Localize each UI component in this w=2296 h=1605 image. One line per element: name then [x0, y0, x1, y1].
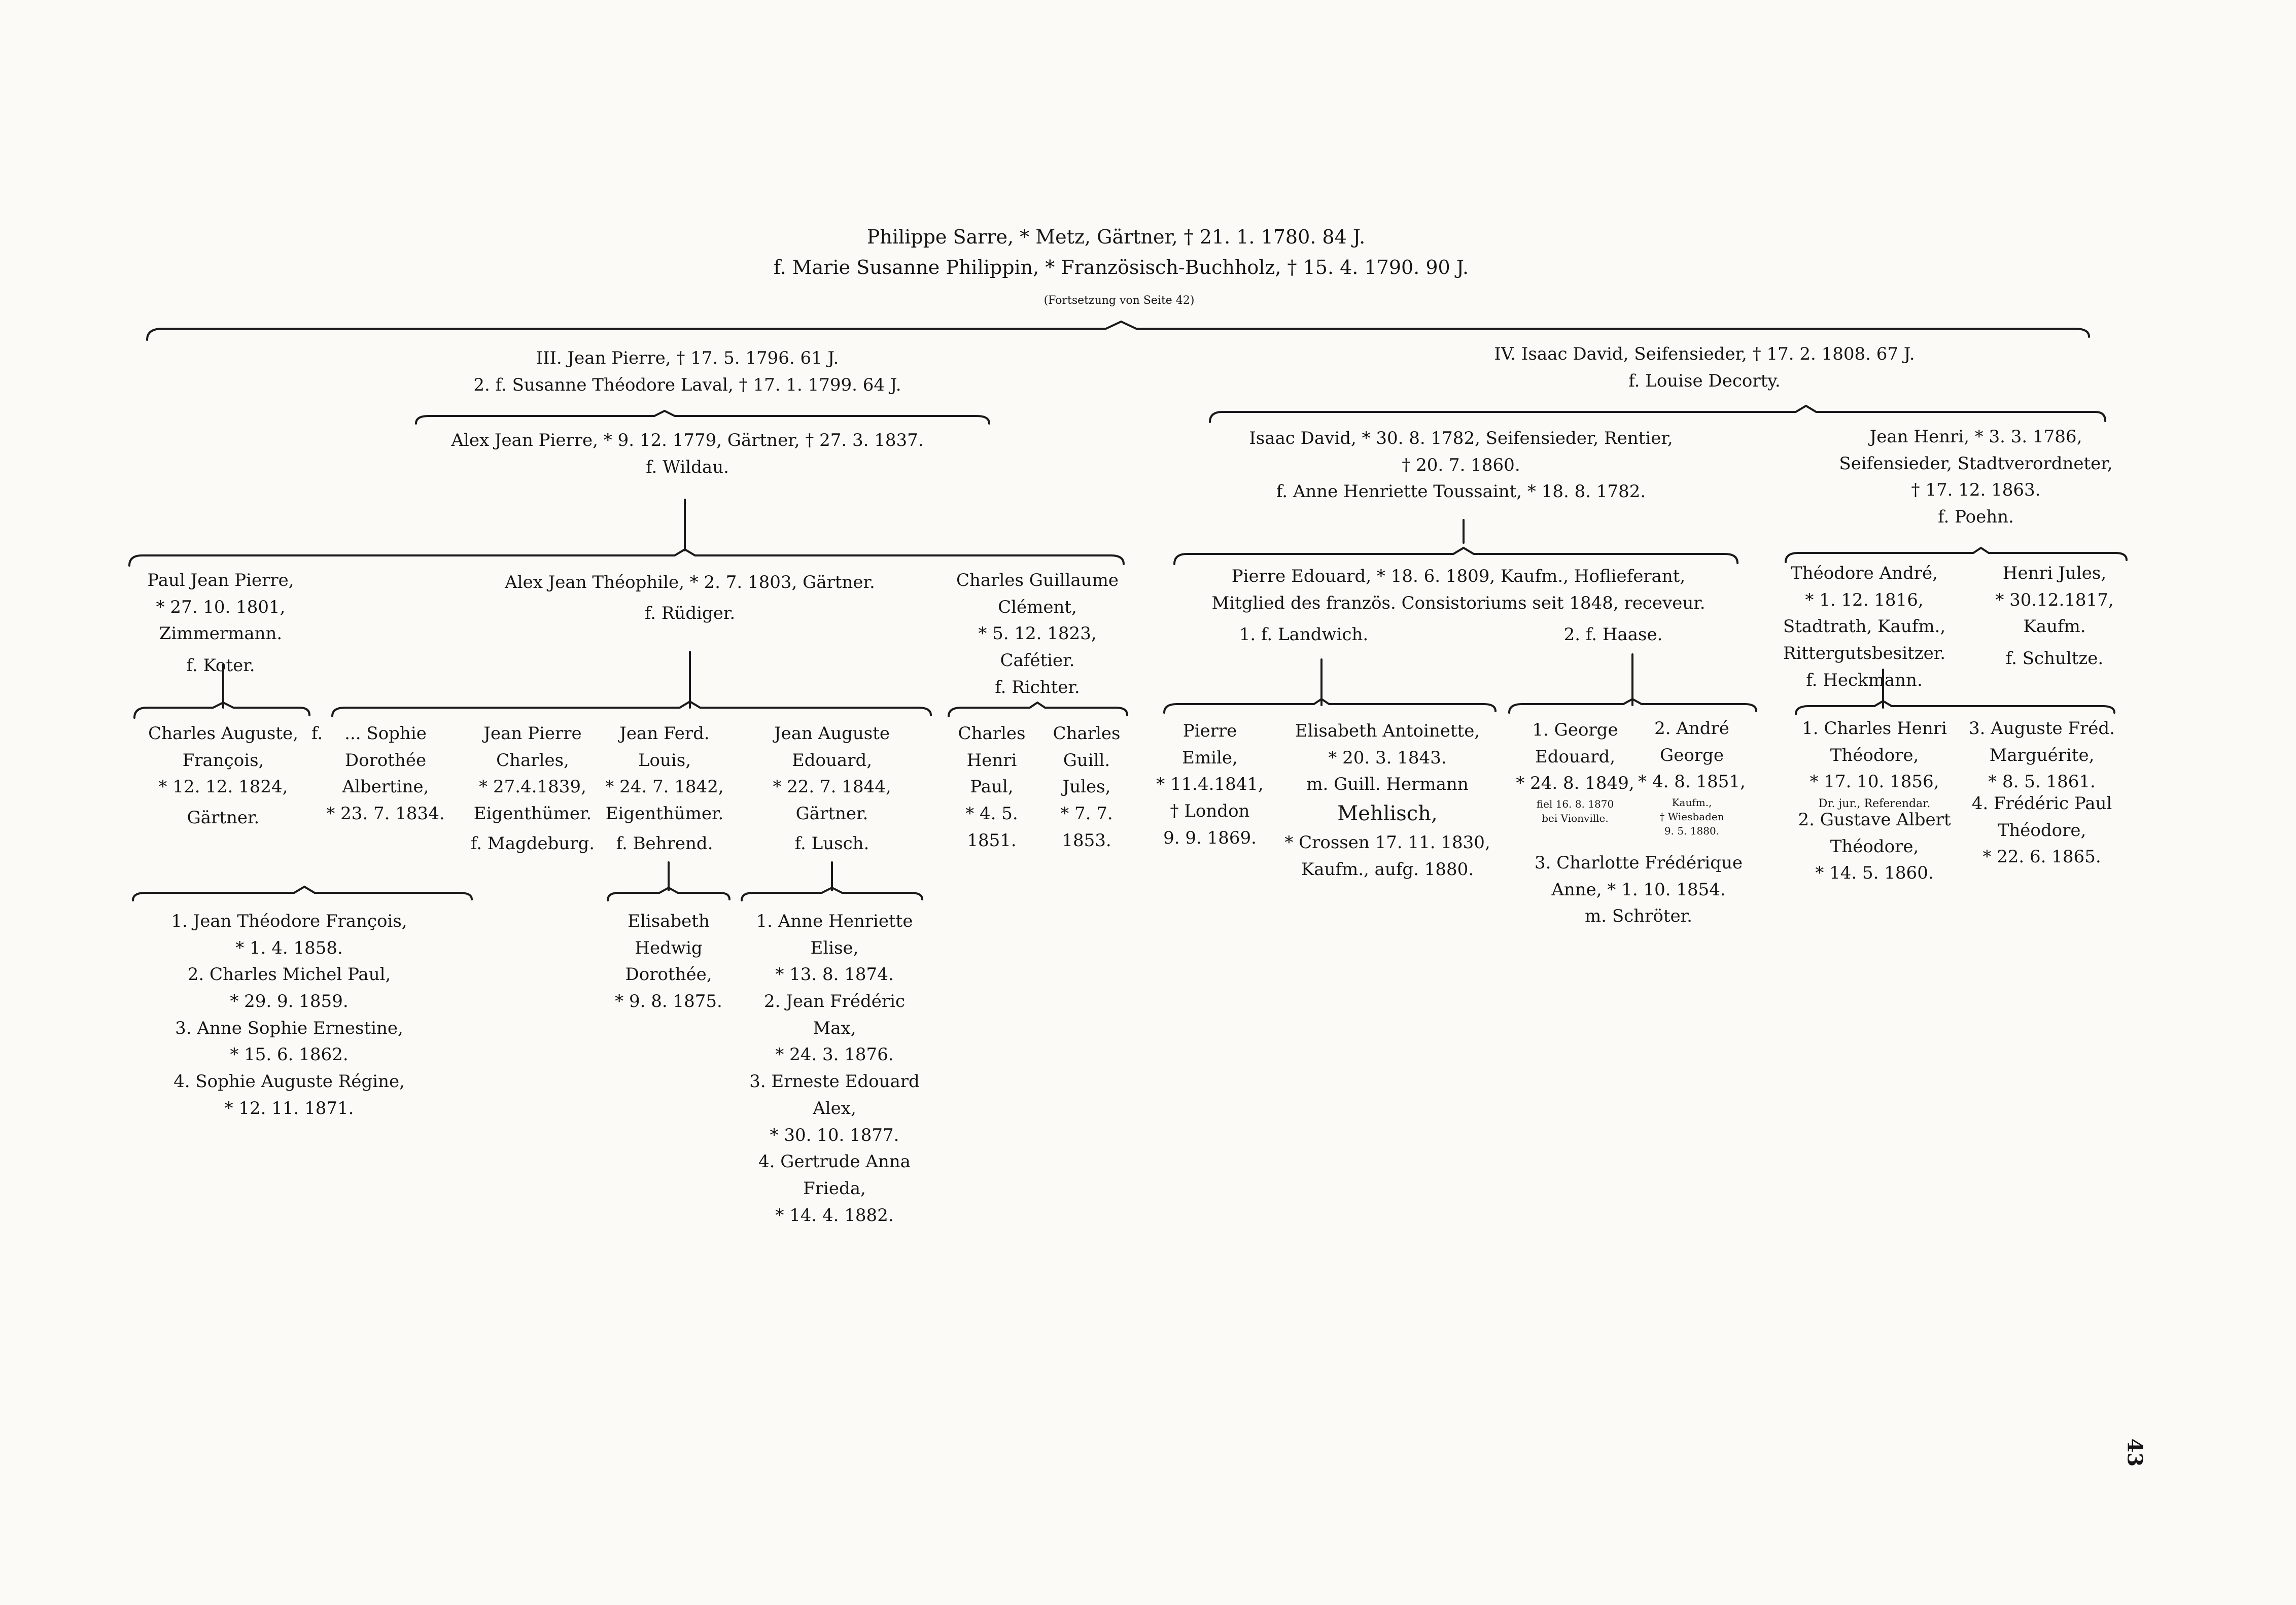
charlesgc-line5: f. Richter. [995, 677, 1080, 697]
ja-child1-date: * 13. 8. 1874. [775, 964, 894, 985]
richter-children-bracket [949, 703, 1127, 716]
jpcharles-line5: f. Magdeburg. [470, 833, 595, 854]
chth-line1: 1. Charles Henri [1802, 718, 1947, 739]
charles-auguste-children [171, 908, 407, 1122]
ja-child4-name: 4. Gertrude Anna [758, 1152, 911, 1172]
chpaul-line4: * 4. 5. [965, 804, 1018, 824]
isaac-line1: Isaac David, * 30. 8. 1782, Seifensieder, Rentier, [1249, 428, 1673, 448]
cgjules-line4: * 7. 7. [1060, 804, 1113, 824]
alex-line2: f. Wildau. [646, 457, 729, 477]
pierreed-line2: Mitglied des französ. Consistoriums seit 1848, receveur. [1211, 592, 1706, 613]
charles-guillaume-block [956, 567, 1119, 701]
charlesgc-line3: * 5. 12. 1823, [978, 623, 1097, 644]
ja-child2-name: 2. Jean Frédéric [764, 991, 905, 1012]
charlesgc-line1: Charles Guillaume [956, 570, 1119, 590]
elisabeth-line6: Kaufm., aufg. 1880. [1301, 859, 1474, 880]
pauljean-line3: Zimmermann. [159, 623, 283, 644]
cgjules-line3: Jules, [1062, 777, 1111, 797]
cafrancois-line3: * 12. 12. 1824, [158, 777, 288, 797]
charlotte-line3: m. Schröter. [1585, 906, 1692, 927]
chpaul-line2: Henri [966, 750, 1017, 771]
jean-ferd-louis-block [605, 720, 723, 857]
henrijules-line2: * 30.12.1817, [1995, 589, 2114, 610]
jflouis-line4: Eigenthümer. [605, 804, 724, 824]
alex-line1: Alex Jean Pierre, * 9. 12. 1779, Gärtner, † 27. 3. 1837. [451, 430, 924, 450]
ca-child2-name: 2. Charles Michel Paul, [187, 964, 391, 985]
branch4-line2: f. Louise Decorty. [1628, 370, 1781, 391]
ca-child4-date: * 12. 11. 1871. [224, 1098, 354, 1119]
heckmann-children-bracket [1796, 701, 2114, 714]
charlotte-line1: 3. Charlotte Frédérique [1534, 853, 1743, 873]
cgjules-line2: Guill. [1063, 750, 1110, 771]
sophie-line2: Dorothée [344, 750, 427, 771]
chth-line3: * 17. 10. 1856, [1810, 772, 1939, 792]
fredericpaul-line2: Théodore, [1997, 820, 2086, 841]
top-bracket [147, 322, 2089, 340]
theodore-line3: Stadtrath, Kaufm., [1783, 616, 1946, 637]
elisabeth2-line1: Elisabeth [628, 911, 710, 931]
fredericpaul-line1: 4. Frédéric Paul [1971, 793, 2112, 814]
henri-jules-block [1995, 560, 2113, 672]
charlotte-line2: Anne, * 1. 10. 1854. [1551, 879, 1726, 900]
frederic-paul-block [1972, 790, 2112, 870]
ja-child3-name2: Alex, [813, 1098, 856, 1119]
andre-line3: * 4. 8. 1851, [1638, 772, 1746, 792]
ja-child3-date: * 30. 10. 1877. [770, 1125, 899, 1145]
sophie-line1: ... Sophie [344, 723, 427, 744]
theodore-line5: f. Heckmann. [1806, 670, 1923, 690]
jean-auguste-edouard-block [773, 720, 891, 857]
pauljean-line1: Paul Jean Pierre, [147, 570, 294, 590]
theodore-line4: Rittergutsbesitzer. [1783, 643, 1946, 664]
jpcharles-line4: Eigenthümer. [473, 804, 592, 824]
elisabeth-line4: Mehlisch, [1337, 802, 1438, 826]
elisabeth-line5: * Crossen 17. 11. 1830, [1284, 832, 1490, 853]
ca-child2-date: * 29. 9. 1859. [230, 991, 349, 1012]
elisabeth-line1: Elisabeth Antoinette, [1295, 721, 1480, 741]
pierreemile-line2: Emile, [1182, 747, 1238, 768]
pierre-edouard-block [1211, 563, 1705, 616]
jpcharles-line3: * 27.4.1839, [479, 777, 586, 797]
branch3-block [473, 345, 901, 398]
elisabeth2-line4: * 9. 8. 1875. [615, 991, 722, 1012]
charlesgc-line2: Clément, [998, 597, 1077, 617]
jeanhenri-line3: † 17. 12. 1863. [1911, 480, 2041, 501]
chth-line2: Théodore, [1830, 745, 1919, 765]
pauljean-line4: f. Koter. [186, 655, 255, 676]
elisabeth-line2: * 20. 3. 1843. [1328, 747, 1447, 768]
ja-child4-date: * 14. 4. 1882. [775, 1205, 894, 1226]
andre-line5: † Wiesbaden [1659, 811, 1724, 823]
ca-child4-name: 4. Sophie Auguste Régine, [173, 1071, 405, 1092]
alexjt-line1: Alex Jean Théophile, * 2. 7. 1803, Gärtner. [505, 572, 875, 592]
henrijules-line4: f. Schultze. [2005, 648, 2104, 669]
elisabeth-line3: m. Guill. Hermann [1306, 774, 1469, 795]
jpcharles-line1: Jean Pierre [483, 723, 582, 744]
alex-jean-theophile-block [505, 569, 875, 626]
branch3-line1: III. Jean Pierre, † 17. 5. 1796. 61 J. [536, 348, 839, 368]
matriarch-line: f. Marie Susanne Philippin, * Französisch-Buchholz, † 15. 4. 1790. 90 J. [773, 256, 1469, 278]
cafrancois-line4: Gärtner. [187, 808, 260, 828]
george-line4: fiel 16. 8. 1870 [1536, 798, 1614, 811]
paul-children-bracket [134, 703, 309, 718]
jpcharles-line2: Charles, [496, 750, 569, 771]
branch4-block [1494, 341, 1915, 394]
ja-child2-date: * 24. 3. 1876. [775, 1044, 894, 1065]
jaedouard-line3: * 22. 7. 1844, [773, 777, 891, 797]
fredericpaul-line3: * 22. 6. 1865. [1982, 847, 2101, 867]
ja-child1-name2: Elise, [810, 937, 859, 958]
george-line3: * 24. 8. 1849, [1516, 773, 1634, 794]
gustave-line1: 2. Gustave Albert [1798, 810, 1951, 830]
cafrancois-prefix: f. [311, 723, 323, 744]
augustefred-line3: * 8. 5. 1861. [1988, 772, 2096, 792]
andre-line2: George [1660, 745, 1724, 765]
theodore-line2: * 1. 12. 1816, [1805, 589, 1924, 610]
george-line2: Edouard, [1535, 746, 1616, 767]
ca-children-bracket [133, 887, 472, 900]
branch4-bracket [1210, 406, 2105, 422]
chpaul-line1: Charles [958, 723, 1026, 744]
landwich-children-bracket [1164, 699, 1495, 713]
ja-child3-name: 3. Erneste Edouard [749, 1071, 920, 1092]
chpaul-line3: Paul, [970, 777, 1014, 797]
jflouis-line2: Louis, [638, 750, 691, 771]
charles-guill-jules-block [1053, 720, 1121, 854]
continuation-note: (Fortsetzung von Seite 42) [1043, 294, 1195, 307]
henrijules-line1: Henri Jules, [2002, 563, 2107, 583]
isaac-children-bracket [1174, 548, 1737, 564]
ja-child4-name2: Frieda, [803, 1178, 866, 1199]
andre-line6: 9. 5. 1880. [1664, 825, 1720, 838]
pierreemile-line5: 9. 9. 1869. [1163, 827, 1257, 848]
alex-children-bracket [129, 549, 1124, 566]
pierre-emile-block [1156, 718, 1264, 851]
jaedouard-line1: Jean Auguste [774, 723, 890, 744]
gustave-line3: * 14. 5. 1860. [1815, 863, 1934, 884]
patriarch-line: Philippe Sarre, * Metz, Gärtner, † 21. 1. 1780. 84 J. [866, 226, 1366, 248]
branch3-line2: 2. f. Susanne Théodore Laval, † 17. 1. 1799. 64 J. [473, 374, 901, 395]
isaac-line2: † 20. 7. 1860. [1402, 455, 1520, 475]
pierreemile-line4: † London [1170, 801, 1250, 822]
jflouis-line1: Jean Ferd. [619, 723, 710, 744]
gustave-block [1798, 807, 1951, 887]
pierreed-line1: Pierre Edouard, * 18. 6. 1809, Kaufm., Hoflieferant, [1231, 566, 1686, 586]
alex-jean-pierre-block [451, 427, 923, 480]
charlotte-block [1535, 850, 1743, 930]
ca-child3-date: * 15. 6. 1862. [230, 1044, 349, 1065]
sophie-block [326, 720, 444, 827]
cgjules-line1: Charles [1053, 723, 1121, 744]
elisabeth-hedwig-block [615, 908, 722, 1015]
elisabeth2-line3: Dorothée, [625, 964, 712, 985]
pierreemile-line3: * 11.4.1841, [1156, 774, 1264, 795]
page-number: 43 [2123, 1438, 2147, 1467]
chth-line4: Dr. jur., Referendar. [1818, 797, 1931, 811]
jeanhenri-line4: f. Poehn. [1938, 507, 2014, 528]
pauljean-line2: * 27. 10. 1801, [156, 597, 286, 617]
andre-george-block [1638, 715, 1746, 838]
jflouis-line5: f. Behrend. [616, 833, 713, 854]
ja-child2-name2: Max, [813, 1018, 856, 1038]
sophie-line4: * 23. 7. 1834. [326, 804, 445, 824]
george-line1: 1. George [1532, 720, 1618, 740]
jflouis-line3: * 24. 7. 1842, [605, 777, 724, 797]
pierreed-wife2: 2. f. Haase. [1563, 624, 1663, 645]
theodore-line1: Théodore André, [1791, 563, 1938, 583]
ruediger-children-bracket [332, 702, 931, 716]
alexjt-line2: f. Rüdiger. [644, 603, 736, 623]
branch4-line1: IV. Isaac David, Seifensieder, † 17. 2. 1808. 67 J. [1494, 344, 1915, 364]
jaedouard-line4: Gärtner. [795, 804, 868, 824]
george-line5: bei Vionville. [1542, 812, 1609, 825]
auguste-fred-block [1969, 715, 2115, 795]
jeanhenri-line2: Seifensieder, Stadtverordneter, [1839, 453, 2113, 474]
theodore-andre-block [1783, 560, 1945, 693]
ja-child1-name: 1. Anne Henriette [756, 911, 913, 931]
isaac-david-block [1249, 425, 1673, 505]
ca-child1-date: * 1. 4. 1858. [235, 937, 343, 958]
andre-line4: Kaufm., [1672, 796, 1712, 809]
pierreed-wife1: 1. f. Landwich. [1239, 624, 1369, 645]
elisabeth2-line2: Hedwig [635, 937, 703, 958]
ca-child1-name: 1. Jean Théodore François, [171, 911, 407, 931]
andre-line1: 2. André [1654, 718, 1729, 739]
george-edouard-block [1516, 717, 1634, 825]
jaedouard-line5: f. Lusch. [794, 833, 869, 854]
isaac-line3: f. Anne Henriette Toussaint, * 18. 8. 1782. [1276, 481, 1646, 502]
elisabeth-antoinette-block [1284, 718, 1490, 883]
pierreemile-line1: Pierre [1182, 721, 1237, 741]
jaedouard-line2: Edouard, [791, 750, 873, 771]
cafrancois-line2: François, [182, 750, 264, 771]
paul-jean-pierre-block [147, 567, 294, 679]
charles-henri-theodore-block [1802, 715, 1947, 812]
cgjules-line5: 1853. [1062, 830, 1111, 851]
chpaul-line5: 1851. [967, 830, 1017, 851]
charles-henri-paul-block [958, 720, 1026, 854]
charles-auguste-block [148, 720, 298, 831]
jean-auguste-children [749, 908, 920, 1229]
augustefred-line1: 3. Auguste Fréd. [1969, 718, 2115, 739]
jean-pierre-charles-block [471, 720, 595, 857]
cafrancois-line1: Charles Auguste, [148, 723, 298, 744]
gustave-line2: Théodore, [1830, 836, 1919, 857]
jean-henri-block [1839, 424, 2112, 531]
henrijules-line3: Kaufm. [2023, 616, 2086, 637]
branch3-bracket [416, 411, 989, 424]
sophie-line3: Albertine, [342, 777, 429, 797]
jeanhenri-line1: Jean Henri, * 3. 3. 1786, [1869, 427, 2082, 447]
augustefred-line2: Marguérite, [1989, 745, 2095, 765]
charlesgc-line4: Cafétier. [1000, 650, 1075, 671]
ca-child3-name: 3. Anne Sophie Ernestine, [175, 1018, 403, 1038]
